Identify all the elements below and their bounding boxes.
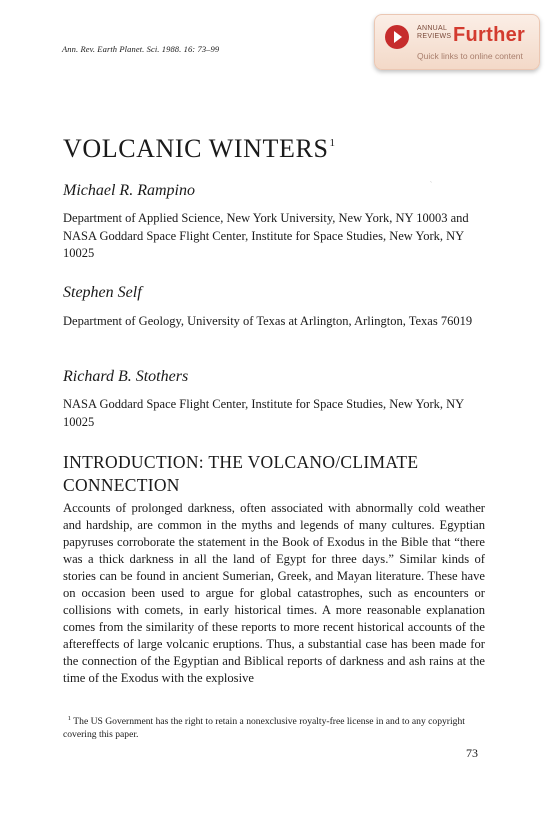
page-number: 73 <box>466 746 478 760</box>
author-affiliation-1: Department of Applied Science, New York University, New York, NY 10003 and NASA Goddard Space Flight Center, Institute for Space Studies, New York, NY 10025 <box>63 211 469 260</box>
further-label: Further <box>453 24 526 46</box>
footnote-text: The US Government has the right to retain a nonexclusive royalty-free license in and to any copyright covering this paper. <box>63 716 465 741</box>
author-affiliation-3: NASA Goddard Space Flight Center, Institute for Space Studies, New York, NY 10025 <box>63 397 464 429</box>
author-affiliation-2: Department of Geology, University of Texas at Arlington, Arlington, Texas 76019 <box>63 314 473 328</box>
article-title-text: VOLCANIC WINTERS <box>63 134 329 163</box>
journal-citation: Ann. Rev. Earth Planet. Sci. 1988. 16: 73–99 <box>62 44 220 54</box>
author-name-1: Michael R. Rampino <box>63 182 195 199</box>
article-title <box>63 134 336 164</box>
annual-reviews-label: ANNUAL REVIEWS <box>417 25 452 40</box>
badge-subtitle: Quick links to online content <box>417 51 523 61</box>
stray-mark: ` <box>430 182 432 188</box>
author-name-2: Stephen Self <box>63 284 142 301</box>
footnote <box>63 712 487 741</box>
further-annual-reviews-badge[interactable] <box>374 14 540 70</box>
title-footnote-marker[interactable]: 1 <box>329 137 336 149</box>
play-arrow-icon <box>385 25 409 49</box>
section-heading: INTRODUCTION: THE VOLCANO/CLIMATE CONNECTION <box>63 452 419 495</box>
footnote-marker: 1 <box>67 715 72 722</box>
author-name-3: Richard B. Stothers <box>63 368 189 385</box>
introduction-paragraph: Accounts of prolonged darkness, often associated with abnormally cold weather and hardship, are common in the myths and legends of many cultures. Egyptian papyruses corroborate the statement in the Book of Exodus in the Bible that “there was a thick darkness in all the land of Egypt for three days.” Similar kinds of stories can be found in ancient Sumerian, Greek, and Mayan literature. These have on occasion been used to argue for global catastrophes, such as encounters or collisions with comets, in early historical times. A more reasonable explanation comes from the similarity of these reports to more recent historical accounts of the aftereffects of large volcanic eruptions. Thus, a substantial case has been made for the connection of the Egyptian and Biblical reports of darkness and ash rains at the time of the Exodus with the explosive <box>63 501 485 685</box>
